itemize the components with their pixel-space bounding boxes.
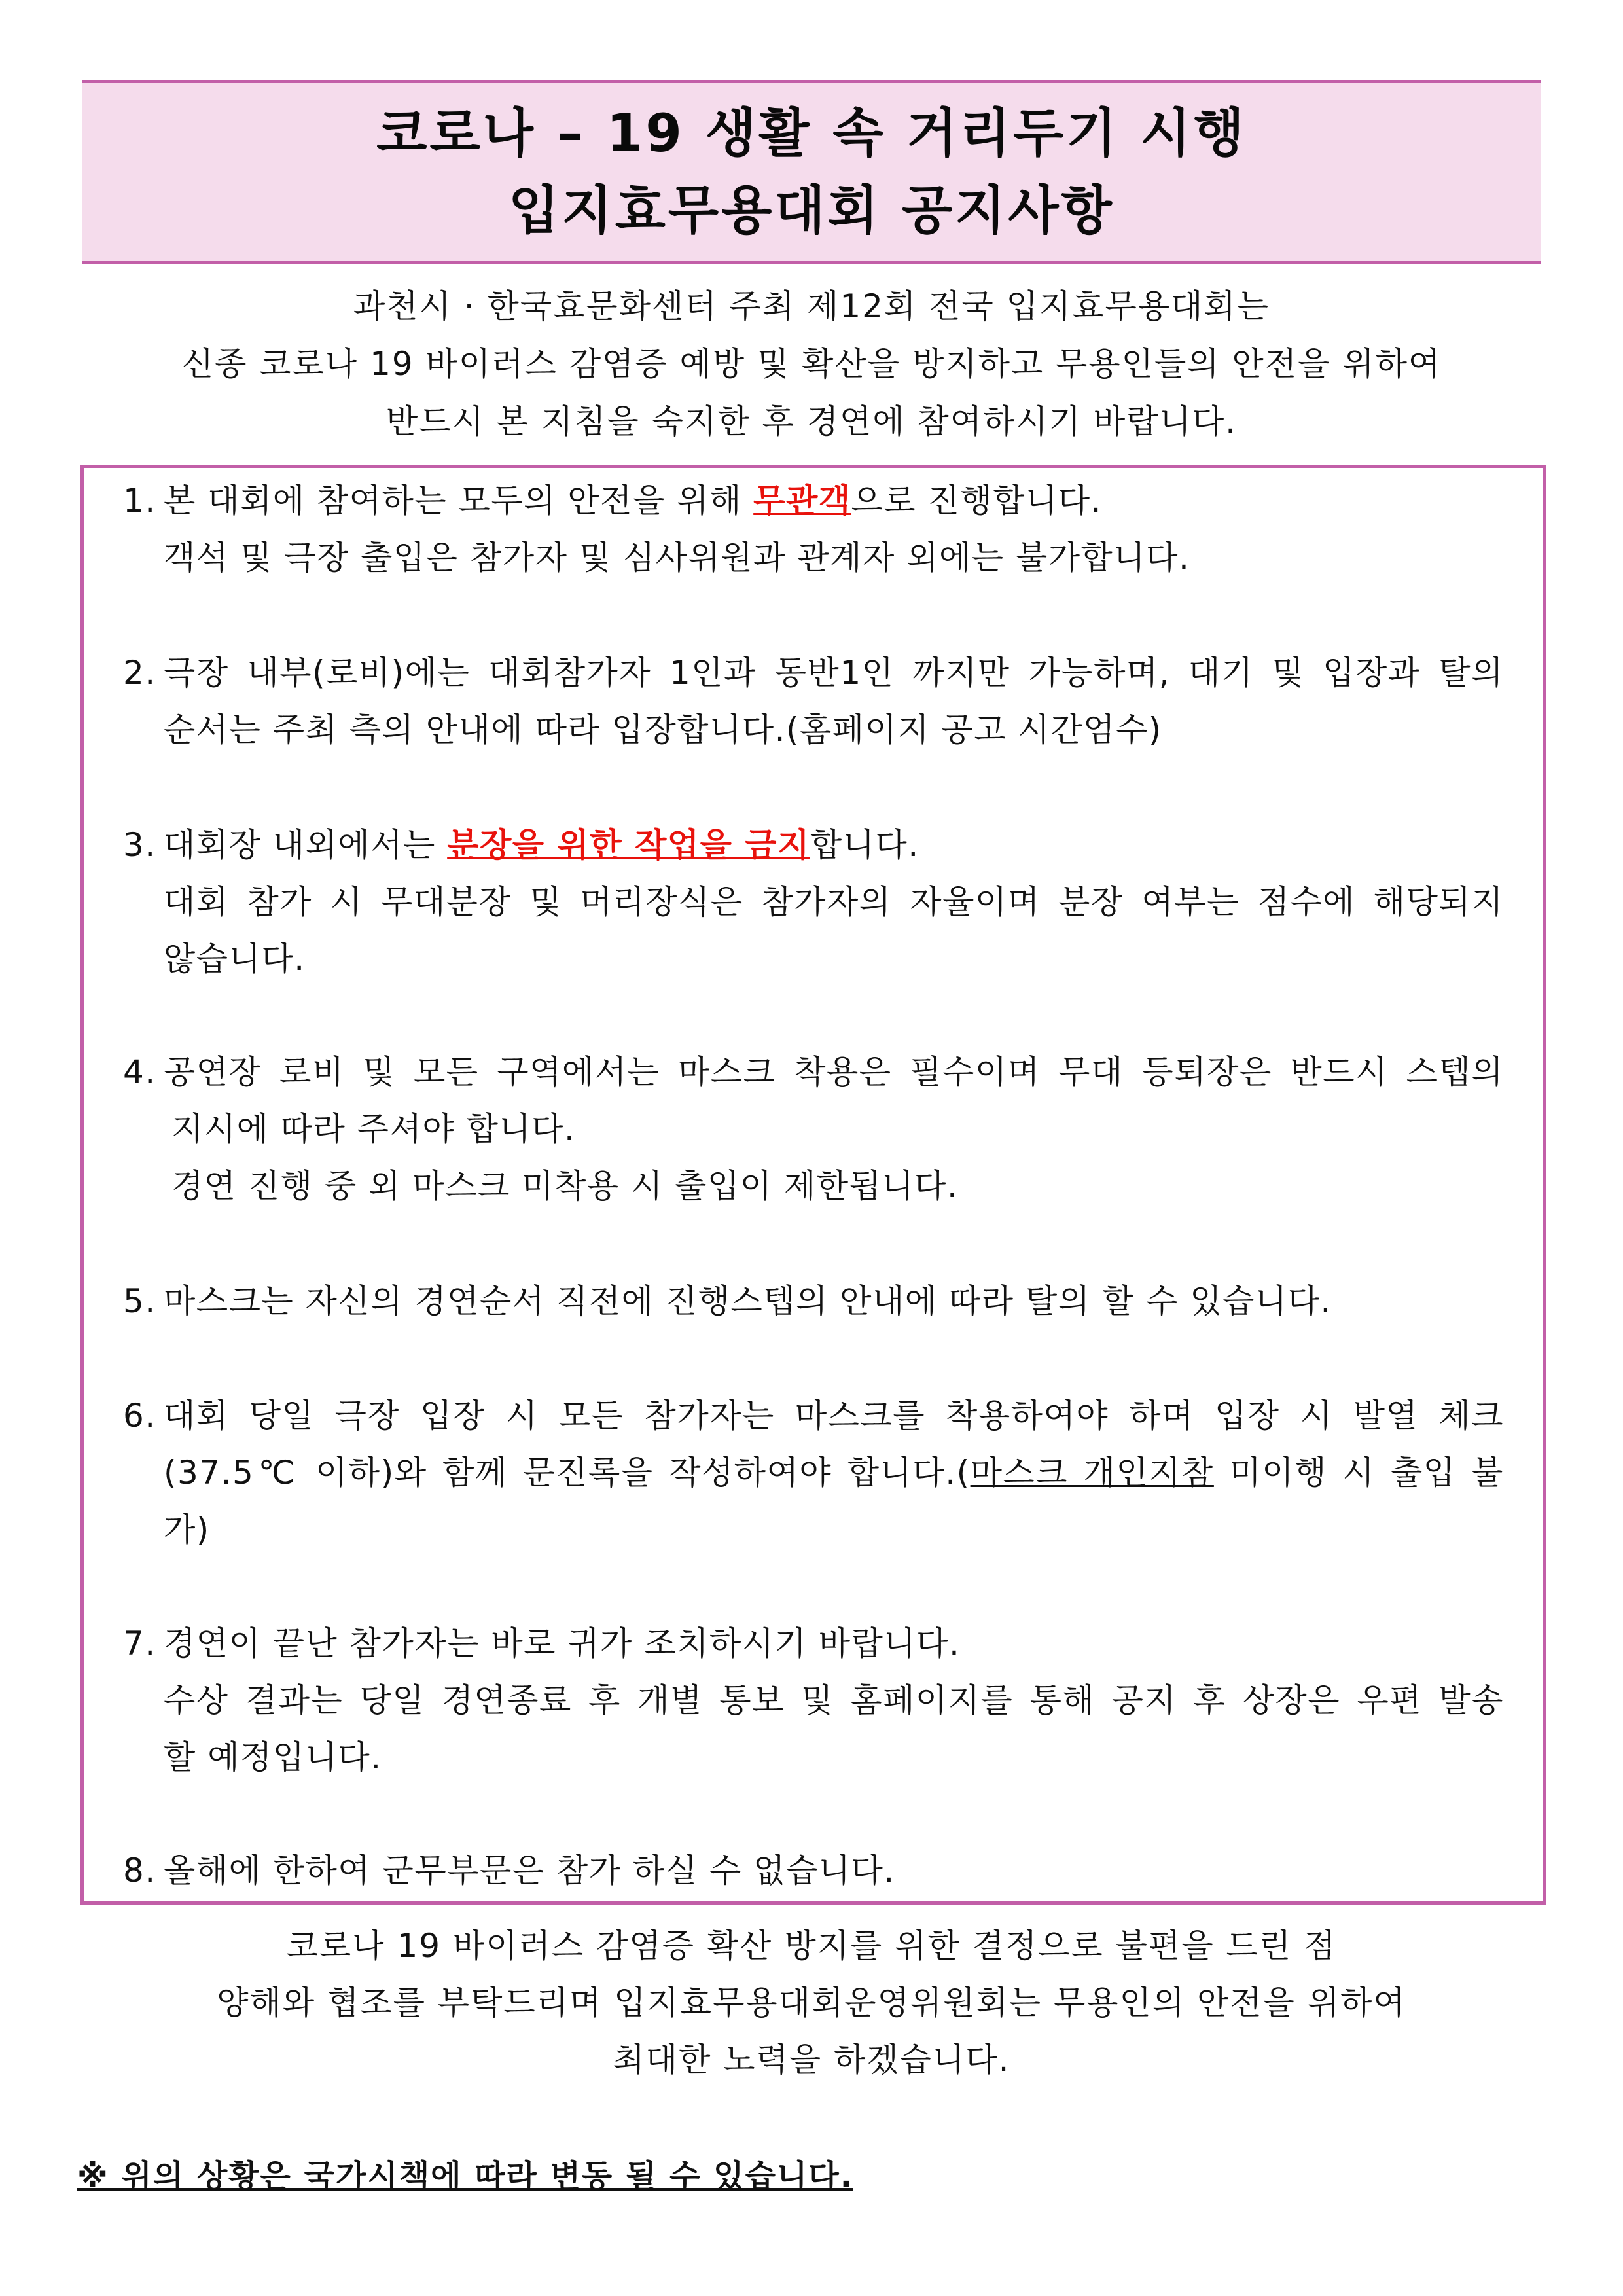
title-banner (82, 80, 1541, 264)
highlight-makeup-ban: 분장을 위한 작업을 금지 (447, 826, 810, 864)
item-number: 3. (123, 826, 156, 864)
underline-mask-bring: 마스크 개인지참 (970, 1454, 1214, 1492)
item-line: 경연이 끝난 참가자는 바로 귀가 조치하시기 바랍니다. (164, 1624, 961, 1662)
intro-paragraph (82, 278, 1541, 450)
notice-item-7 (123, 1615, 1504, 1786)
item-line: 않습니다. (164, 940, 306, 978)
item-line: 경연 진행 중 외 마스크 미착용 시 출입이 제한됩니다. (171, 1167, 959, 1205)
item-line: 극장 내부(로비)에는 대회참가자 1인과 동반1인 까지만 가능하며, 대기 및 입장과 탈의 (164, 654, 1504, 692)
item-line: 대회장 내외에서는 분장을 위한 작업을 금지합니다. (164, 826, 919, 864)
item-line: 본 대회에 참여하는 모두의 안전을 위해 무관객으로 진행합니다. (164, 482, 1102, 520)
item-number: 7. (123, 1624, 156, 1662)
closing-paragraph (82, 1918, 1541, 2089)
item-number: 8. (123, 1852, 156, 1890)
notice-item-8 (123, 1842, 1504, 1899)
item-line: 대회 당일 극장 입장 시 모든 참가자는 마스크를 착용하여야 하며 입장 시 발열 체크 (164, 1397, 1504, 1435)
notice-item-3 (123, 817, 1504, 988)
closing-line: 코로나 19 바이러스 감염증 확산 방지를 위한 결정으로 불편을 드린 점 (286, 1927, 1337, 1965)
item-number: 4. (123, 1053, 156, 1091)
item-line: 할 예정입니다. (164, 1738, 382, 1776)
item-line: 가) (164, 1511, 210, 1549)
footnote: ※ 위의 상황은 국가시책에 따라 변동 될 수 있습니다. (77, 2158, 853, 2195)
closing-line: 양해와 협조를 부탁드리며 입지효무용대회운영위원회는 무용인의 안전을 위하여 (217, 1984, 1406, 2022)
item-line: 대회 참가 시 무대분장 및 머리장식은 참가자의 자율이며 분장 여부는 점수에 해당되지 (164, 883, 1504, 921)
item-line: 지시에 따라 주셔야 합니다. (171, 1110, 576, 1148)
item-line: 순서는 주최 측의 안내에 따라 입장합니다.(홈페이지 공고 시간엄수) (164, 711, 1162, 749)
item-line: 마스크는 자신의 경연순서 직전에 진행스텝의 안내에 따라 탈의 할 수 있습니다. (164, 1282, 1332, 1320)
intro-line: 과천시 · 한국효문화센터 주최 제12회 전국 입지효무용대회는 (353, 287, 1270, 325)
item-number: 5. (123, 1282, 156, 1320)
item-line: 객석 및 극장 출입은 참가자 및 심사위원과 관계자 외에는 불가합니다. (164, 539, 1190, 577)
item-number: 1. (123, 482, 156, 520)
title-line-1: 코로나 – 19 생활 속 거리두기 시행 (376, 103, 1247, 164)
highlight-no-audience: 무관객 (753, 482, 851, 520)
item-number: 6. (123, 1397, 156, 1435)
item-line: 수상 결과는 당일 경연종료 후 개별 통보 및 홈페이지를 통해 공지 후 상장은 우편 발송 (164, 1681, 1504, 1719)
item-line: 공연장 로비 및 모든 구역에서는 마스크 착용은 필수이며 무대 등퇴장은 반드시 스텝의 (164, 1053, 1504, 1091)
notice-item-5 (123, 1273, 1504, 1330)
title-line-2: 입지효무용대회 공지사항 (508, 180, 1115, 241)
notice-item-1 (123, 473, 1504, 586)
notice-item-4 (123, 1044, 1504, 1215)
intro-line: 신종 코로나 19 바이러스 감염증 예방 및 확산을 방지하고 무용인들의 안전을 위하여 (181, 345, 1442, 383)
notice-item-2 (123, 645, 1504, 759)
item-line: 올해에 한하여 군무부문은 참가 하실 수 없습니다. (164, 1852, 895, 1890)
item-line: (37.5℃ 이하)와 함께 문진록을 작성하여야 합니다.(마스크 개인지참 미이행 시 출입 불 (164, 1454, 1504, 1492)
item-number: 2. (123, 654, 156, 692)
notice-item-6 (123, 1388, 1504, 1558)
intro-line: 반드시 본 지침을 숙지한 후 경연에 참여하시기 바랍니다. (385, 403, 1238, 440)
closing-line: 최대한 노력을 하겠습니다. (613, 2041, 1010, 2079)
